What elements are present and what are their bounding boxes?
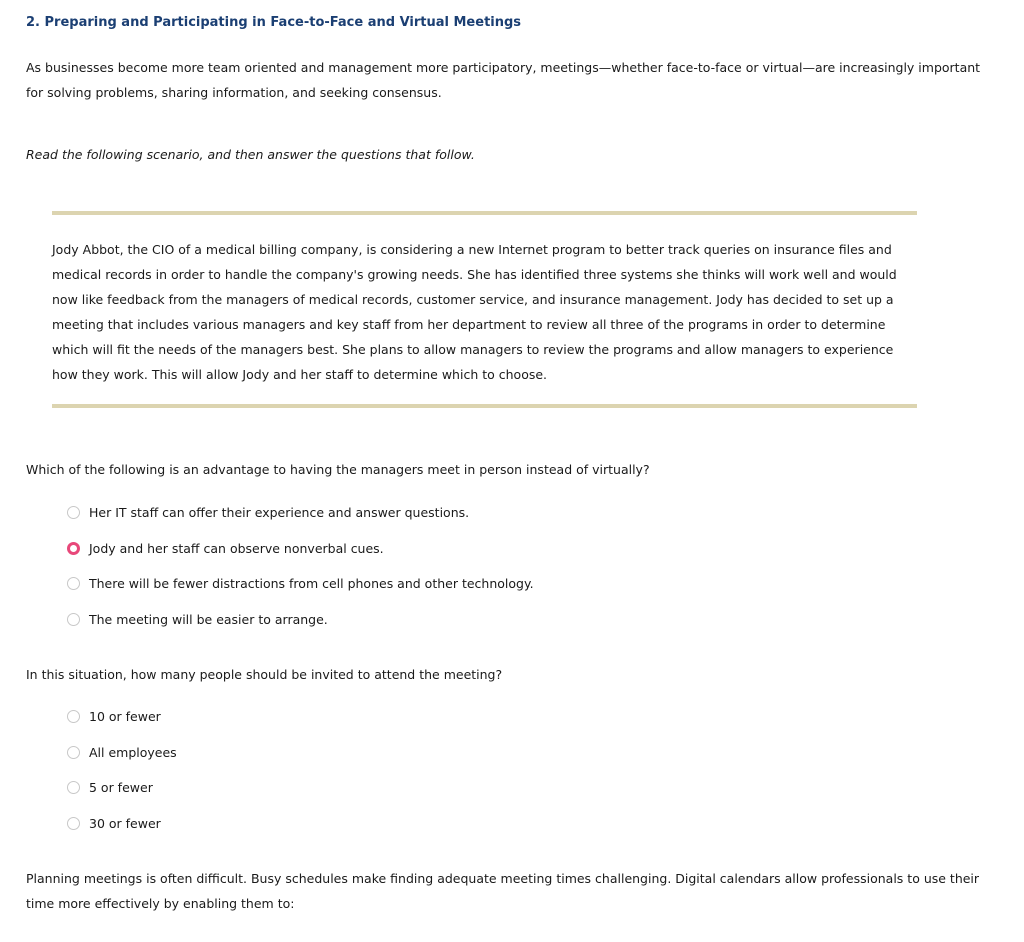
question-1-option-3[interactable] — [67, 574, 534, 610]
question-1-option-1[interactable] — [67, 503, 534, 539]
question-1-prompt: Which of the following is an advantage to having the managers meet in person instead of virtually? — [26, 462, 650, 477]
question-2-option-2[interactable] — [67, 743, 177, 779]
section-title: 2. Preparing and Participating in Face-to-Face and Virtual Meetings — [26, 15, 522, 30]
scenario-box — [52, 211, 917, 408]
radio-button[interactable] — [67, 613, 80, 626]
option-label: All employees — [89, 744, 177, 760]
question-1-options — [67, 503, 534, 645]
question-2-option-3[interactable] — [67, 778, 177, 814]
option-label: 30 or fewer — [89, 815, 161, 831]
scenario-text: Jody Abbot, the CIO of a medical billing company, is considering a new Internet program to better track queries on insurance files and medical records in order to handle the company's growing needs. She has identified three systems she thinks will work well and would now like feedback from the managers of medical records, customer service, and insurance management. Jody has decided to set up a meeting that includes various managers and key staff from her department to review all three of the programs in order to determine which will fit the needs of the managers best. She plans to allow managers to review the programs and allow managers to experience how they work. This will allow Jody and her staff to determine which to choose. — [52, 242, 897, 382]
option-label: Jody and her staff can observe nonverbal cues. — [89, 540, 384, 556]
option-label: The meeting will be easier to arrange. — [89, 611, 328, 627]
radio-button[interactable] — [67, 817, 80, 830]
question-2-option-4[interactable] — [67, 814, 177, 850]
radio-button[interactable] — [67, 577, 80, 590]
option-label: 5 or fewer — [89, 780, 153, 795]
intro-paragraph: As businesses become more team oriented and management more participatory, meetings—whether face-to-face or virtual—are increasingly important for solving problems, sharing information, and seeking consensus. — [26, 60, 981, 100]
option-label: Her IT staff can offer their experience and answer questions. — [89, 505, 470, 520]
radio-button[interactable] — [67, 781, 80, 794]
question-2-prompt: In this situation, how many people should be invited to attend the meeting? — [26, 667, 503, 682]
question-1-option-2[interactable] — [67, 539, 534, 575]
radio-button[interactable] — [67, 710, 80, 723]
question-1-option-4[interactable] — [67, 610, 534, 646]
instruction-text: Read the following scenario, and then answer the questions that follow. — [26, 147, 475, 162]
radio-button[interactable] — [67, 746, 80, 759]
option-label: 10 or fewer — [89, 709, 161, 724]
question-2-option-1[interactable] — [67, 707, 177, 743]
option-label: There will be fewer distractions from cell phones and other technology. — [89, 576, 534, 591]
radio-button-selected[interactable] — [67, 542, 80, 555]
radio-button[interactable] — [67, 506, 80, 519]
question-2-options — [67, 707, 177, 849]
closing-paragraph: Planning meetings is often difficult. Busy schedules make finding adequate meeting times challenging. Digital calendars allow professionals to use their time more effectively by enabling them to: — [26, 871, 980, 911]
